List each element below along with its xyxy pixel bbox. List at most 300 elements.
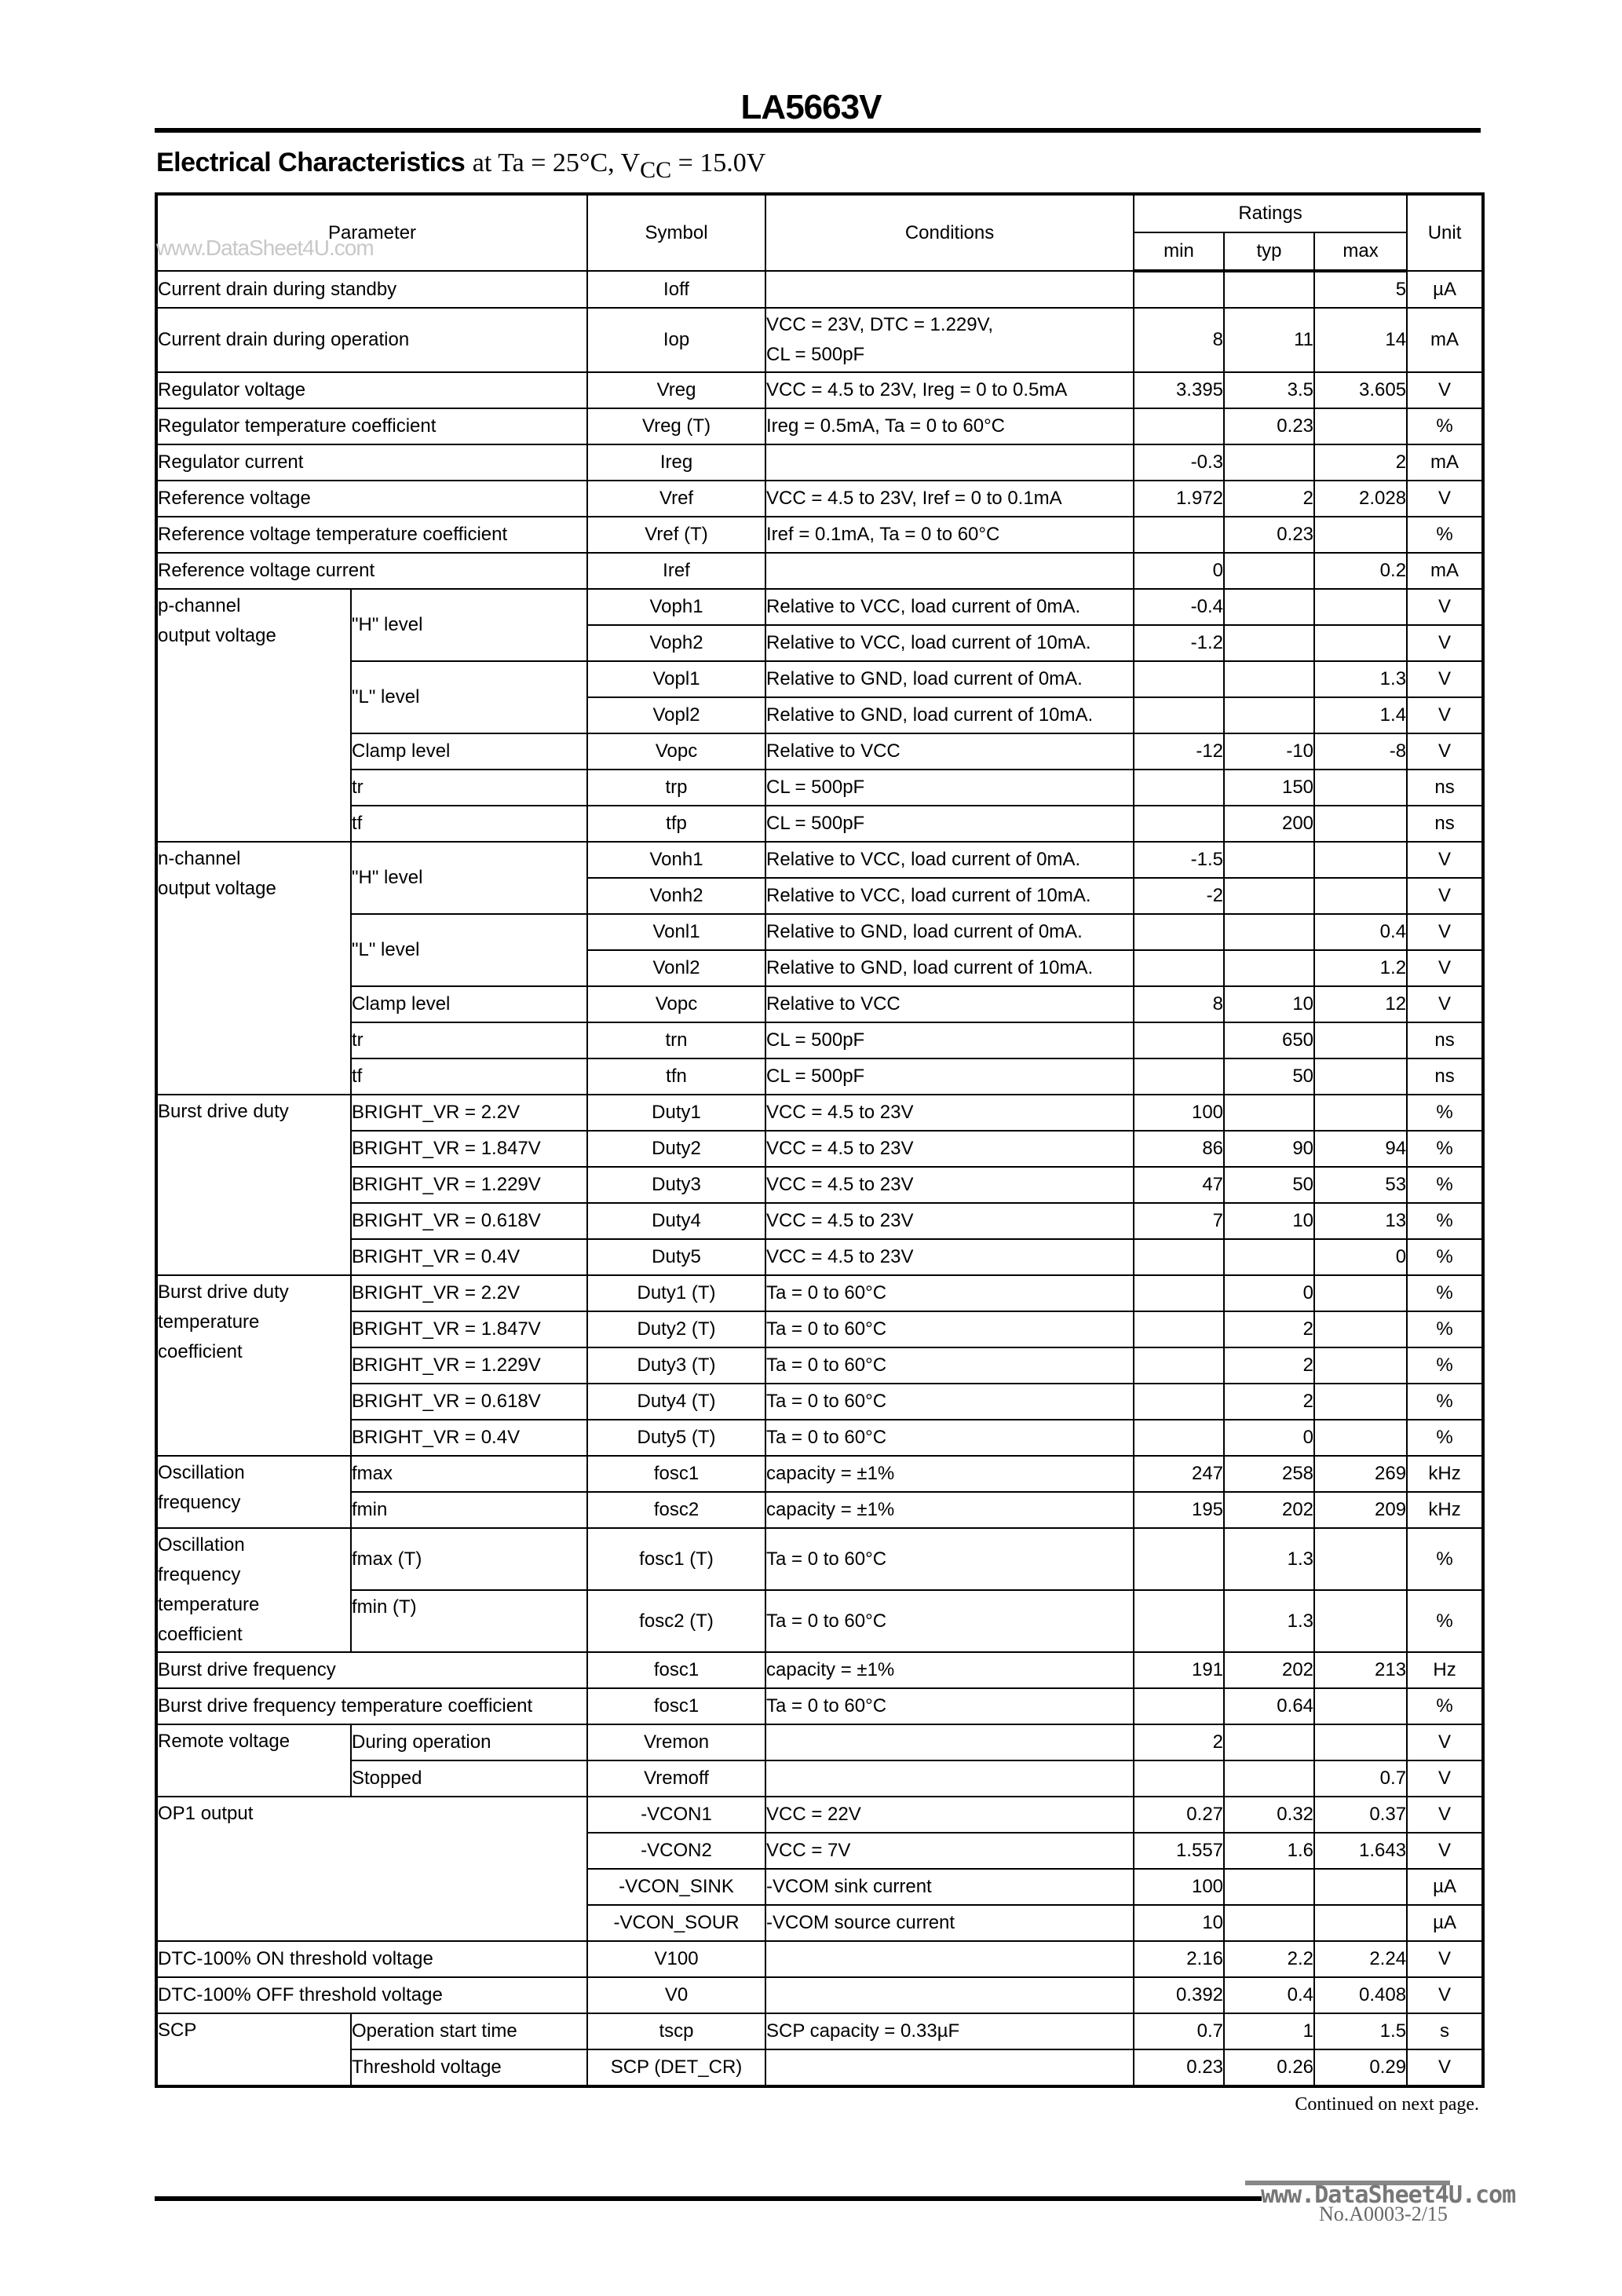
conditions-cell: CL = 500pF [765, 1022, 1134, 1058]
symbol-cell: tfn [587, 1058, 765, 1095]
max-cell: 0.4 [1314, 914, 1407, 950]
max-cell [1314, 1420, 1407, 1456]
unit-cell: V [1407, 842, 1483, 878]
conditions-cell: Ta = 0 to 60°C [765, 1420, 1134, 1456]
unit-cell: V [1407, 589, 1483, 625]
typ-cell: 1.3 [1224, 1590, 1314, 1652]
table-row [156, 1528, 1483, 1590]
typ-cell: 0 [1224, 1420, 1314, 1456]
table-row [156, 1203, 1483, 1239]
symbol-cell: Duty3 (T) [587, 1347, 765, 1384]
typ-cell: 2 [1224, 1384, 1314, 1420]
table-row [156, 444, 1483, 481]
table-body [156, 271, 1483, 2086]
unit-cell: % [1407, 1095, 1483, 1131]
unit-cell: Hz [1407, 1652, 1483, 1688]
min-cell: 195 [1134, 1492, 1224, 1528]
symbol-cell: Iref [587, 553, 765, 589]
typ-cell: 0.64 [1224, 1688, 1314, 1724]
max-cell: 12 [1314, 986, 1407, 1022]
parameter-cell: Regulator temperature coefficient [156, 408, 587, 444]
min-cell: 0 [1134, 553, 1224, 589]
typ-cell [1224, 1869, 1314, 1905]
typ-cell [1224, 914, 1314, 950]
sub-parameter-cell: Clamp level [351, 986, 587, 1022]
min-cell: -2 [1134, 878, 1224, 914]
symbol-cell: Duty2 [587, 1131, 765, 1167]
unit-cell: V [1407, 372, 1483, 408]
unit-cell: % [1407, 1528, 1483, 1590]
conditions-cell: Ta = 0 to 60°C [765, 1590, 1134, 1652]
unit-cell: % [1407, 517, 1483, 553]
max-cell [1314, 1384, 1407, 1420]
typ-cell: 0.32 [1224, 1797, 1314, 1833]
conditions-cell: Relative to VCC, load current of 0mA. [765, 842, 1134, 878]
table-row [156, 1797, 1483, 1833]
conditions-cell: Ta = 0 to 60°C [765, 1688, 1134, 1724]
max-cell: 0.37 [1314, 1797, 1407, 1833]
typ-cell [1224, 1095, 1314, 1131]
unit-cell: V [1407, 2049, 1483, 2086]
typ-cell: 200 [1224, 806, 1314, 842]
typ-cell [1224, 444, 1314, 481]
min-cell: 0.27 [1134, 1797, 1224, 1833]
min-cell: -1.2 [1134, 625, 1224, 661]
max-cell: 1.3 [1314, 661, 1407, 697]
symbol-cell: -VCON2 [587, 1833, 765, 1869]
unit-cell: mA [1407, 444, 1483, 481]
min-cell [1134, 806, 1224, 842]
symbol-cell: Voph2 [587, 625, 765, 661]
parameter-cell: Current drain during operation [156, 308, 587, 372]
table-row [156, 408, 1483, 444]
symbol-cell: Vopl1 [587, 661, 765, 697]
typ-cell: 0.4 [1224, 1977, 1314, 2013]
unit-cell: V [1407, 1941, 1483, 1977]
max-cell [1314, 625, 1407, 661]
symbol-cell: Vonh1 [587, 842, 765, 878]
section-heading-title: Electrical Characteristics [156, 148, 466, 177]
typ-cell [1224, 661, 1314, 697]
typ-cell: 2.2 [1224, 1941, 1314, 1977]
typ-cell: 258 [1224, 1456, 1314, 1492]
typ-cell [1224, 842, 1314, 878]
max-cell [1314, 1688, 1407, 1724]
max-cell: 209 [1314, 1492, 1407, 1528]
typ-cell: 10 [1224, 1203, 1314, 1239]
unit-cell: ns [1407, 1022, 1483, 1058]
unit-cell: % [1407, 1167, 1483, 1203]
header-unit: Unit [1407, 194, 1483, 271]
symbol-cell: tscp [587, 2013, 765, 2049]
min-cell: 2 [1134, 1724, 1224, 1760]
sub-parameter-cell: Operation start time [351, 2013, 587, 2049]
min-cell [1134, 1420, 1224, 1456]
symbol-cell: -VCON_SINK [587, 1869, 765, 1905]
symbol-cell: fosc1 (T) [587, 1528, 765, 1590]
parameter-cell: Burst drive duty [156, 1095, 351, 1275]
sub-parameter-cell: During operation [351, 1724, 587, 1760]
typ-cell [1224, 1905, 1314, 1941]
typ-cell: 150 [1224, 770, 1314, 806]
unit-cell: V [1407, 950, 1483, 986]
unit-cell: % [1407, 1275, 1483, 1311]
max-cell: 1.5 [1314, 2013, 1407, 2049]
conditions-cell: Relative to GND, load current of 10mA. [765, 697, 1134, 733]
max-cell [1314, 517, 1407, 553]
sub-parameter-cell: Stopped [351, 1760, 587, 1797]
parameter-cell: Reference voltage current [156, 553, 587, 589]
unit-cell: s [1407, 2013, 1483, 2049]
max-cell: 1.4 [1314, 697, 1407, 733]
section-heading-conditions: at Ta = 25°C, $V_{CC} = 15.0V$ [472, 148, 766, 183]
sub-parameter-cell: BRIGHT_VR = 1.847V [351, 1311, 587, 1347]
symbol-cell: trn [587, 1022, 765, 1058]
min-cell [1134, 408, 1224, 444]
continued-note: Continued on next page. [1295, 2094, 1479, 2115]
min-cell: -12 [1134, 733, 1224, 770]
table-row [156, 2013, 1483, 2049]
parameter-cell: DTC-100% OFF threshold voltage [156, 1977, 587, 2013]
parameter-cell: Burst drive duty temperature coefficient [156, 1275, 351, 1456]
typ-cell [1224, 697, 1314, 733]
max-cell: 269 [1314, 1456, 1407, 1492]
max-cell: 1.2 [1314, 950, 1407, 986]
min-cell: 247 [1134, 1456, 1224, 1492]
unit-cell: kHz [1407, 1456, 1483, 1492]
typ-cell: 50 [1224, 1167, 1314, 1203]
unit-cell: % [1407, 1590, 1483, 1652]
table-row [156, 1652, 1483, 1688]
conditions-cell: capacity = ±1% [765, 1492, 1134, 1528]
unit-cell: % [1407, 1384, 1483, 1420]
sub-parameter-cell: fmin (T) [351, 1590, 587, 1652]
conditions-cell: Relative to VCC [765, 733, 1134, 770]
symbol-cell: Duty5 (T) [587, 1420, 765, 1456]
conditions-cell: VCC = 4.5 to 23V, Ireg = 0 to 0.5mA [765, 372, 1134, 408]
max-cell [1314, 878, 1407, 914]
table-row [156, 1311, 1483, 1347]
conditions-cell [765, 1941, 1134, 1977]
header-symbol: Symbol [587, 194, 765, 271]
table-row [156, 481, 1483, 517]
table-row [156, 553, 1483, 589]
max-cell: 94 [1314, 1131, 1407, 1167]
typ-cell [1224, 878, 1314, 914]
min-cell: 7 [1134, 1203, 1224, 1239]
max-cell: 0 [1314, 1239, 1407, 1275]
sub-parameter-cell: fmax (T) [351, 1528, 587, 1590]
table-row [156, 914, 1483, 950]
conditions-cell: VCC = 7V [765, 1833, 1134, 1869]
min-cell [1134, 1528, 1224, 1590]
conditions-cell [765, 2049, 1134, 2086]
symbol-cell: Iop [587, 308, 765, 372]
unit-cell: ns [1407, 770, 1483, 806]
typ-cell [1224, 553, 1314, 589]
min-cell: 0.7 [1134, 2013, 1224, 2049]
unit-cell: V [1407, 1760, 1483, 1797]
conditions-cell [765, 1724, 1134, 1760]
conditions-cell: capacity = ±1% [765, 1652, 1134, 1688]
conditions-cell: VCC = 22V [765, 1797, 1134, 1833]
sub-parameter-cell: "H" level [351, 589, 587, 661]
footer-rule [155, 2196, 1262, 2201]
parameter-cell: Regulator voltage [156, 372, 587, 408]
parameter-cell: DTC-100% ON threshold voltage [156, 1941, 587, 1977]
conditions-cell: Relative to VCC [765, 986, 1134, 1022]
min-cell [1134, 1022, 1224, 1058]
symbol-cell: tfp [587, 806, 765, 842]
unit-cell: % [1407, 1420, 1483, 1456]
symbol-cell: Vopl2 [587, 697, 765, 733]
symbol-cell: Vreg (T) [587, 408, 765, 444]
typ-cell: 11 [1224, 308, 1314, 372]
symbol-cell: Vopc [587, 986, 765, 1022]
watermark-footer: www.DataSheet4U.com [1261, 2181, 1516, 2209]
symbol-cell: Duty4 [587, 1203, 765, 1239]
max-cell [1314, 1058, 1407, 1095]
min-cell [1134, 950, 1224, 986]
symbol-cell: fosc2 [587, 1492, 765, 1528]
table-row [156, 1492, 1483, 1528]
typ-cell [1224, 589, 1314, 625]
max-cell: 0.408 [1314, 1977, 1407, 2013]
unit-cell: V [1407, 1977, 1483, 2013]
typ-cell: 202 [1224, 1492, 1314, 1528]
typ-cell: 2 [1224, 481, 1314, 517]
table-row [156, 517, 1483, 553]
sub-parameter-cell: tr [351, 770, 587, 806]
conditions-cell: Ta = 0 to 60°C [765, 1384, 1134, 1420]
unit-cell: % [1407, 1131, 1483, 1167]
sub-parameter-cell: BRIGHT_VR = 0.618V [351, 1203, 587, 1239]
table-row [156, 1590, 1483, 1652]
min-cell: 8 [1134, 308, 1224, 372]
parameter-cell: Oscillation frequency temperature coefficient [156, 1528, 351, 1652]
table-row [156, 1347, 1483, 1384]
table-row [156, 1022, 1483, 1058]
table-row [156, 2049, 1483, 2086]
min-cell: 191 [1134, 1652, 1224, 1688]
table-row [156, 986, 1483, 1022]
sub-parameter-cell: BRIGHT_VR = 2.2V [351, 1275, 587, 1311]
typ-cell [1224, 271, 1314, 308]
unit-cell: % [1407, 408, 1483, 444]
conditions-cell: VCC = 4.5 to 23V [765, 1203, 1134, 1239]
typ-cell: 90 [1224, 1131, 1314, 1167]
min-cell: 1.972 [1134, 481, 1224, 517]
table-row [156, 770, 1483, 806]
conditions-cell: Relative to GND, load current of 0mA. [765, 661, 1134, 697]
conditions-cell: capacity = ±1% [765, 1456, 1134, 1492]
parameter-cell: SCP [156, 2013, 351, 2086]
conditions-cell: Relative to GND, load current of 10mA. [765, 950, 1134, 986]
conditions-cell: Ta = 0 to 60°C [765, 1528, 1134, 1590]
sub-parameter-cell: BRIGHT_VR = 0.4V [351, 1420, 587, 1456]
symbol-cell: -VCON1 [587, 1797, 765, 1833]
min-cell: 0.23 [1134, 2049, 1224, 2086]
conditions-cell: -VCOM source current [765, 1905, 1134, 1941]
unit-cell: V [1407, 661, 1483, 697]
unit-cell: % [1407, 1203, 1483, 1239]
symbol-cell: Voph1 [587, 589, 765, 625]
min-cell [1134, 914, 1224, 950]
sub-parameter-cell: BRIGHT_VR = 1.847V [351, 1131, 587, 1167]
max-cell [1314, 1724, 1407, 1760]
conditions-cell: CL = 500pF [765, 770, 1134, 806]
max-cell [1314, 589, 1407, 625]
typ-cell: 3.5 [1224, 372, 1314, 408]
watermark-header: www.DataSheet4U.com [156, 236, 374, 260]
symbol-cell: fosc2 (T) [587, 1590, 765, 1652]
symbol-cell: Duty3 [587, 1167, 765, 1203]
table-row [156, 806, 1483, 842]
unit-cell: V [1407, 1724, 1483, 1760]
max-cell [1314, 1528, 1407, 1590]
symbol-cell: V0 [587, 1977, 765, 2013]
min-cell [1134, 1384, 1224, 1420]
typ-cell: 10 [1224, 986, 1314, 1022]
conditions-cell: VCC = 4.5 to 23V [765, 1095, 1134, 1131]
sub-parameter-cell: Threshold voltage [351, 2049, 587, 2086]
sub-parameter-cell: tr [351, 1022, 587, 1058]
min-cell: 47 [1134, 1167, 1224, 1203]
max-cell: 2.24 [1314, 1941, 1407, 1977]
typ-cell: 1 [1224, 2013, 1314, 2049]
max-cell [1314, 770, 1407, 806]
typ-cell [1224, 950, 1314, 986]
min-cell [1134, 1347, 1224, 1384]
conditions-cell [765, 1760, 1134, 1797]
conditions-cell: -VCOM sink current [765, 1869, 1134, 1905]
typ-cell: 650 [1224, 1022, 1314, 1058]
max-cell [1314, 1022, 1407, 1058]
unit-cell: mA [1407, 553, 1483, 589]
symbol-cell: Duty2 (T) [587, 1311, 765, 1347]
table-row [156, 1688, 1483, 1724]
unit-cell: V [1407, 914, 1483, 950]
min-cell: 100 [1134, 1869, 1224, 1905]
symbol-cell: -VCON_SOUR [587, 1905, 765, 1941]
max-cell: 0.29 [1314, 2049, 1407, 2086]
symbol-cell: fosc1 [587, 1688, 765, 1724]
max-cell [1314, 1095, 1407, 1131]
conditions-cell: Ta = 0 to 60°C [765, 1275, 1134, 1311]
min-cell [1134, 1058, 1224, 1095]
symbol-cell: Duty4 (T) [587, 1384, 765, 1420]
unit-cell: % [1407, 1688, 1483, 1724]
table-row [156, 372, 1483, 408]
typ-cell: 0.26 [1224, 2049, 1314, 2086]
min-cell [1134, 770, 1224, 806]
min-cell [1134, 1760, 1224, 1797]
table-row [156, 1275, 1483, 1311]
typ-cell: 0.23 [1224, 408, 1314, 444]
conditions-cell: Relative to VCC, load current of 10mA. [765, 878, 1134, 914]
conditions-cell [765, 444, 1134, 481]
table-row [156, 1095, 1483, 1131]
unit-cell: V [1407, 697, 1483, 733]
symbol-cell: SCP (DET_CR) [587, 2049, 765, 2086]
max-cell: 3.605 [1314, 372, 1407, 408]
max-cell: 213 [1314, 1652, 1407, 1688]
sub-parameter-cell: BRIGHT_VR = 0.618V [351, 1384, 587, 1420]
symbol-cell: Vref (T) [587, 517, 765, 553]
sub-parameter-cell: BRIGHT_VR = 1.229V [351, 1167, 587, 1203]
parameter-cell: Oscillation frequency [156, 1456, 351, 1528]
typ-cell: 0.23 [1224, 517, 1314, 553]
min-cell [1134, 1239, 1224, 1275]
unit-cell: µA [1407, 271, 1483, 308]
sub-parameter-cell: BRIGHT_VR = 2.2V [351, 1095, 587, 1131]
table-row [156, 1239, 1483, 1275]
unit-cell: µA [1407, 1869, 1483, 1905]
sub-parameter-cell: tf [351, 806, 587, 842]
symbol-cell: Duty1 (T) [587, 1275, 765, 1311]
symbol-cell: V100 [587, 1941, 765, 1977]
parameter-cell: Reference voltage temperature coefficient [156, 517, 587, 553]
symbol-cell: Vremon [587, 1724, 765, 1760]
conditions-cell: Relative to VCC, load current of 0mA. [765, 589, 1134, 625]
parameter-cell: OP1 output [156, 1797, 587, 1941]
table-row [156, 308, 1483, 372]
symbol-cell: Ioff [587, 271, 765, 308]
conditions-cell: Ta = 0 to 60°C [765, 1347, 1134, 1384]
conditions-cell: SCP capacity = 0.33µF [765, 2013, 1134, 2049]
sub-parameter-cell: tf [351, 1058, 587, 1095]
header-conditions: Conditions [765, 194, 1134, 271]
conditions-cell: VCC = 4.5 to 23V [765, 1167, 1134, 1203]
table-row [156, 1420, 1483, 1456]
unit-cell: µA [1407, 1905, 1483, 1941]
max-cell: 5 [1314, 271, 1407, 308]
max-cell [1314, 1311, 1407, 1347]
electrical-characteristics-table [155, 192, 1485, 2088]
typ-cell [1224, 1760, 1314, 1797]
conditions-cell: Relative to VCC, load current of 10mA. [765, 625, 1134, 661]
min-cell [1134, 697, 1224, 733]
unit-cell: % [1407, 1347, 1483, 1384]
header-ratings: Ratings [1134, 194, 1407, 232]
min-cell: 86 [1134, 1131, 1224, 1167]
parameter-cell: Current drain during standby [156, 271, 587, 308]
min-cell: 3.395 [1134, 372, 1224, 408]
max-cell: 53 [1314, 1167, 1407, 1203]
symbol-cell: Duty1 [587, 1095, 765, 1131]
conditions-cell [765, 271, 1134, 308]
unit-cell: % [1407, 1311, 1483, 1347]
table-row [156, 1941, 1483, 1977]
min-cell [1134, 1311, 1224, 1347]
symbol-cell: Vref [587, 481, 765, 517]
conditions-cell: VCC = 4.5 to 23V, Iref = 0 to 0.1mA [765, 481, 1134, 517]
table-row [156, 1760, 1483, 1797]
parameter-cell: Burst drive frequency [156, 1652, 587, 1688]
header-min: min [1134, 232, 1224, 271]
max-cell [1314, 1590, 1407, 1652]
sub-parameter-cell: fmax [351, 1456, 587, 1492]
parameter-cell: Regulator current [156, 444, 587, 481]
typ-cell: 50 [1224, 1058, 1314, 1095]
unit-cell: kHz [1407, 1492, 1483, 1528]
typ-cell [1224, 1724, 1314, 1760]
max-cell: 13 [1314, 1203, 1407, 1239]
max-cell [1314, 1869, 1407, 1905]
sub-parameter-cell: "L" level [351, 914, 587, 986]
unit-cell: % [1407, 1239, 1483, 1275]
parameter-cell: p-channel output voltage [156, 589, 351, 842]
